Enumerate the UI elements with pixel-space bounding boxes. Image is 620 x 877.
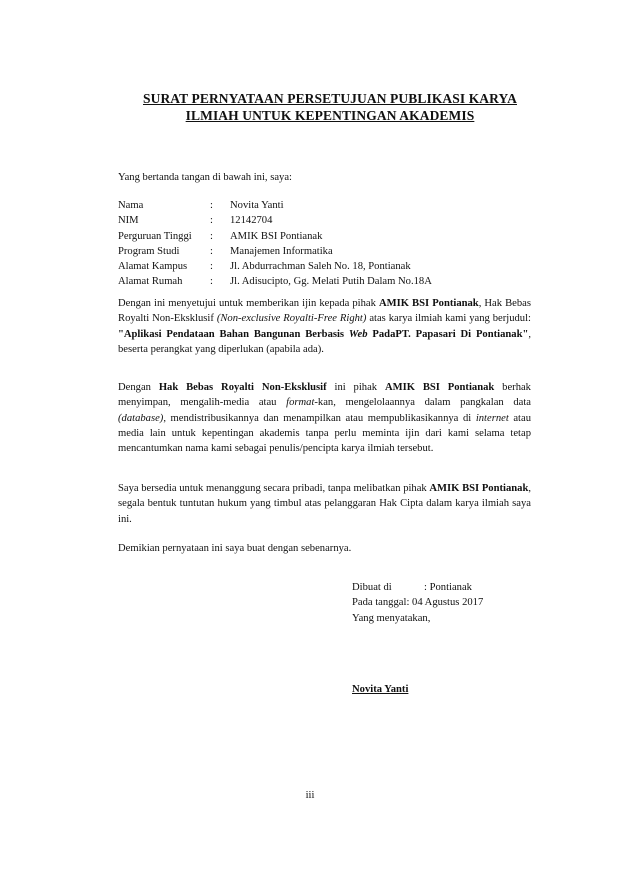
document-title	[100, 90, 560, 124]
date-value: : 04 Agustus 2017	[406, 597, 484, 609]
thesis-title: PadaPT. Papasari Di Pontianak"	[367, 328, 529, 340]
identity-separator: :	[210, 230, 213, 242]
text-run: atas karya ilmiah kami yang berjudul:	[366, 313, 531, 325]
thesis-title: "Aplikasi Pendataan Bahan Bangunan Berbasis	[118, 328, 349, 340]
identity-separator: :	[210, 261, 213, 273]
identity-row-perguruan-tinggi	[118, 229, 432, 244]
signature-closing: Yang menyatakan,	[352, 612, 431, 624]
identity-label: Perguruan Tinggi	[118, 230, 192, 242]
signer-name: Novita Yanti	[352, 684, 409, 695]
page-number: iii	[305, 790, 315, 801]
italic-term: (Non-exclusive Royalti-Free Right)	[216, 313, 367, 325]
identity-row-program-studi	[118, 244, 432, 259]
title-line-2: ILMIAH UNTUK KEPENTINGAN AKADEMIS	[185, 108, 475, 123]
identity-label: NIM	[118, 215, 139, 227]
text-run: ini pihak	[326, 382, 385, 393]
identity-row-nim	[118, 213, 432, 228]
italic-term: (database)	[118, 412, 164, 424]
identity-value: Manajemen Informatika	[230, 245, 333, 257]
text-run: Saya bersedia untuk menanggung secara pribadi, tanpa melibatkan pihak	[118, 483, 430, 494]
identity-separator: :	[210, 245, 213, 257]
identity-table	[118, 198, 432, 290]
signature-place-row	[352, 580, 483, 595]
italic-term: internet	[475, 412, 509, 424]
place-value: : Pontianak	[424, 582, 472, 593]
institution-name: AMIK BSI Pontianak	[378, 298, 479, 309]
institution-name: AMIK BSI Pontianak	[429, 483, 529, 494]
identity-row-alamat-rumah	[118, 274, 432, 289]
signature-block	[352, 580, 483, 626]
identity-label: Program Studi	[118, 245, 180, 257]
identity-label: Alamat Rumah	[118, 276, 183, 288]
identity-value: Novita Yanti	[230, 200, 284, 211]
consent-paragraph	[118, 296, 531, 357]
closing-paragraph: Demikian pernyataan ini saya buat dengan sebenarnya.	[118, 543, 352, 554]
identity-separator: :	[210, 276, 213, 288]
thesis-title-italic: Web	[348, 328, 368, 340]
liability-paragraph	[118, 481, 531, 527]
identity-label: Alamat Kampus	[118, 261, 188, 273]
identity-separator: :	[210, 200, 213, 211]
text-run: atau media lain untuk kepentingan akademis tanpa perlu meminta ijin dari kami selama tetap mencantumkan nama kami sebagai penulis/pencipta karya ilmiah tersebut.	[118, 412, 531, 455]
text-run: Dengan ini menyetujui untuk memberikan ijin kepada pihak	[118, 298, 379, 309]
text-run: Dengan	[118, 382, 159, 393]
italic-term: format	[286, 397, 315, 409]
identity-row-alamat-kampus	[118, 259, 432, 274]
text-run: , Hak Bebas Royalti Non-Eksklusif	[118, 298, 532, 325]
text-run: , beserta perangkat yang diperlukan (apabila ada).	[118, 328, 531, 355]
identity-value: 12142704	[230, 215, 273, 227]
rights-paragraph	[118, 380, 531, 456]
institution-name: AMIK BSI Pontianak	[384, 382, 495, 393]
title-line-1: SURAT PERNYATAAN PERSETUJUAN PUBLIKASI KARYA	[143, 91, 517, 106]
text-run: berhak menyimpan, mengalih-media atau	[118, 382, 531, 409]
place-label: Dibuat di	[352, 582, 392, 593]
identity-row-nama	[118, 198, 432, 213]
rights-term: Hak Bebas Royalti Non-Eksklusif	[158, 382, 327, 393]
date-label: Pada tanggal	[352, 597, 407, 609]
intro-text: Yang bertanda tangan di bawah ini, saya:	[118, 172, 292, 183]
identity-label: Nama	[118, 200, 144, 211]
text-run: , mendistribusikannya dan menampilkan atau mempublikasikannya di	[163, 412, 476, 424]
text-run: , segala bentuk tuntutan hukum yang timbul atas pelanggaran Hak Cipta dalam karya ilmiah saya ini.	[118, 483, 531, 525]
identity-value: Jl. Adisucipto, Gg. Melati Putih Dalam No.18A	[230, 276, 432, 288]
identity-separator: :	[210, 215, 213, 227]
identity-value: Jl. Abdurrachman Saleh No. 18, Pontianak	[230, 261, 411, 273]
identity-value: AMIK BSI Pontianak	[230, 230, 323, 242]
text-run: -kan, mengelolaannya dalam pangkalan data	[314, 397, 532, 409]
signature-date-row	[352, 595, 483, 610]
